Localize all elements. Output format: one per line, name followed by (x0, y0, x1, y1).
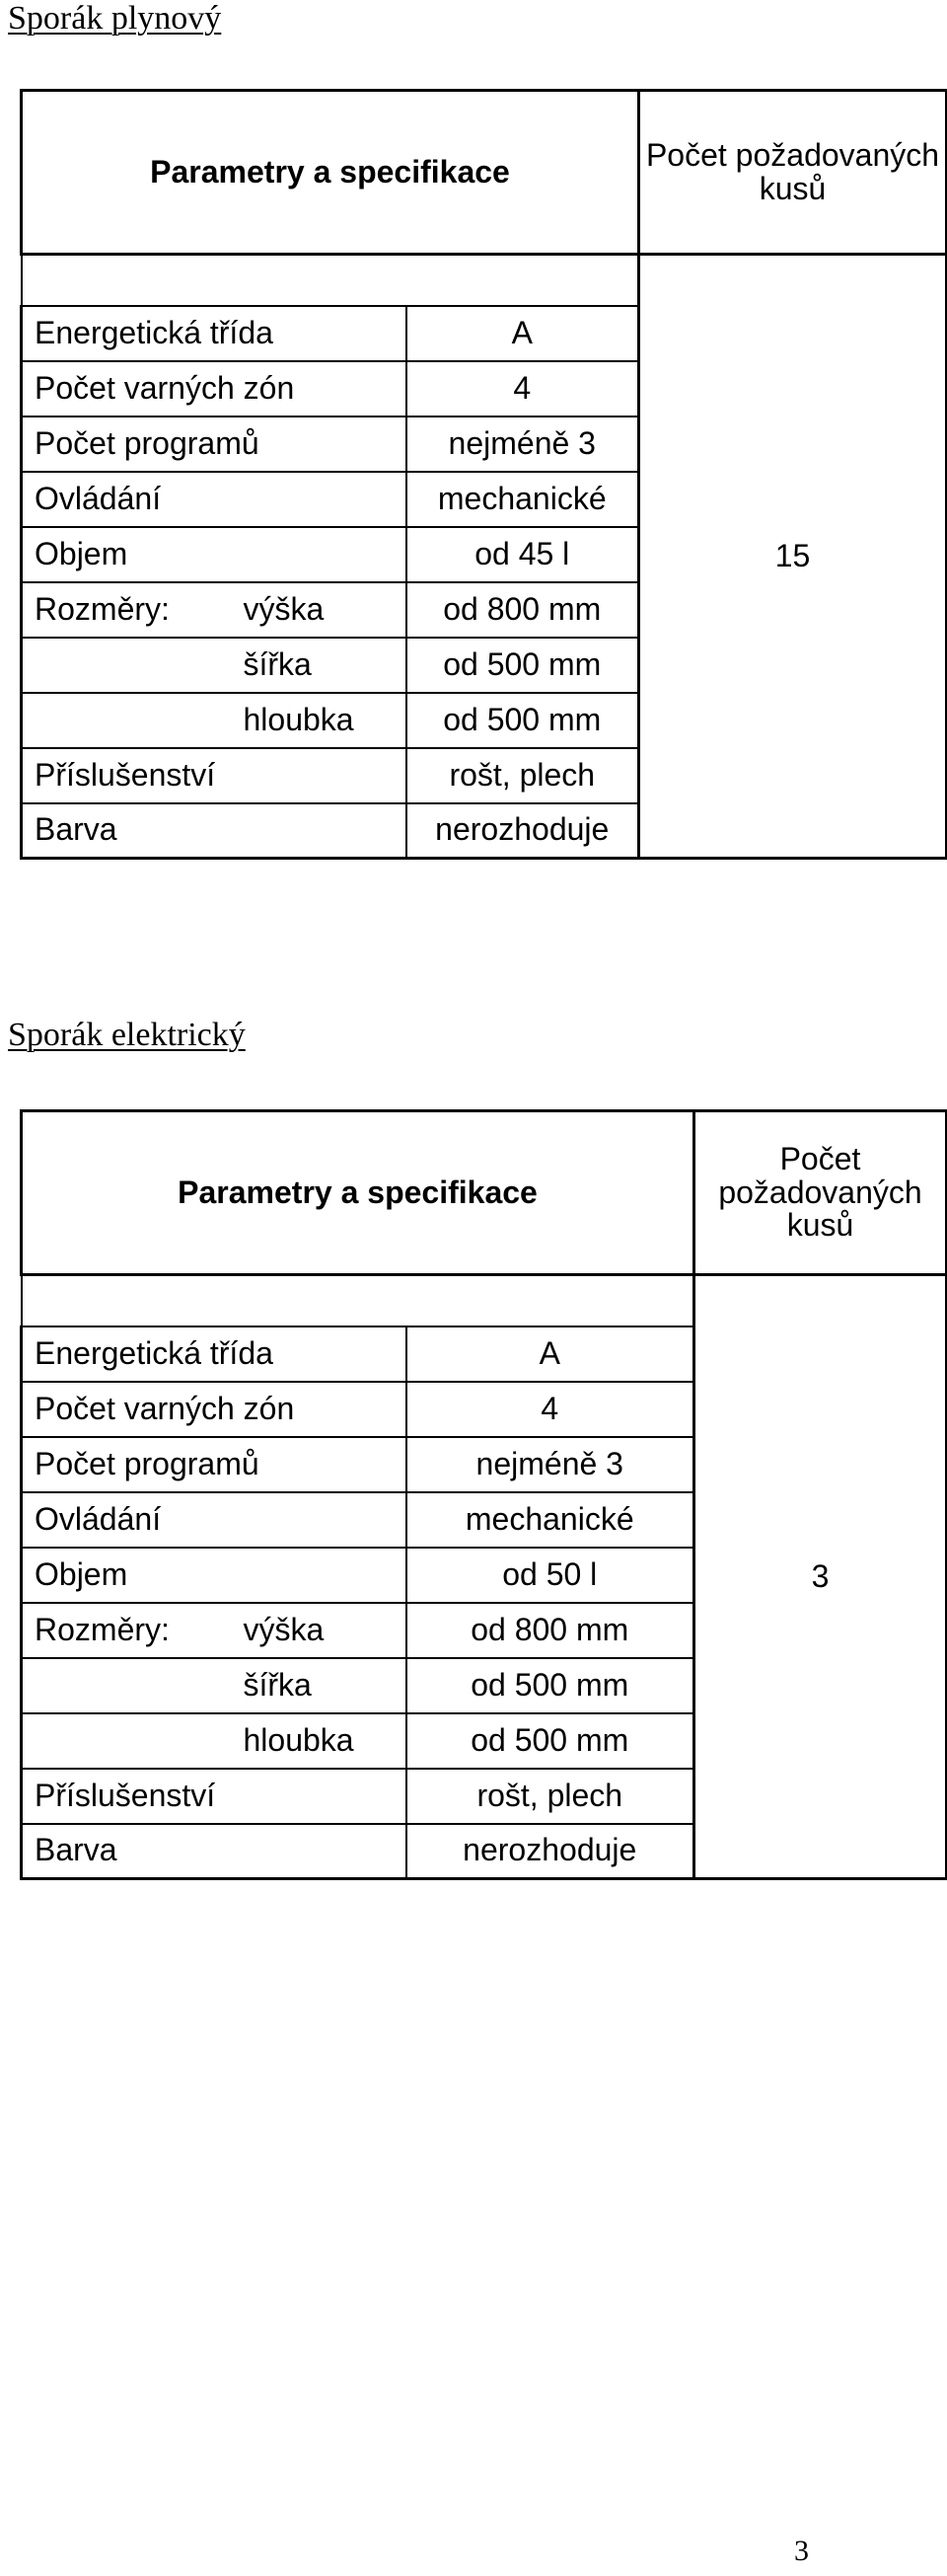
row-value-volume: od 50 l (406, 1548, 694, 1603)
row-label-control: Ovládání (22, 472, 406, 527)
row-label-zones: Počet varných zón (22, 361, 406, 417)
row-label-empty (22, 693, 234, 748)
row-value-programs: nejméně 3 (406, 417, 639, 472)
electric-stove-spec-table (20, 1109, 947, 1880)
row-sublabel-height: výška (234, 582, 406, 638)
row-value-accessories: rošt, plech (406, 1769, 694, 1824)
row-value-control: mechanické (406, 472, 639, 527)
row-label-accessories: Příslušenství (22, 748, 406, 803)
row-label-energy: Energetická třída (22, 306, 406, 361)
row-sublabel-depth: hloubka (234, 693, 406, 748)
header-quantity: Počet požadovaných kusů (694, 1111, 947, 1275)
row-label-control: Ovládání (22, 1492, 406, 1548)
row-sublabel-height: výška (234, 1603, 406, 1658)
row-label-zones: Počet varných zón (22, 1382, 406, 1437)
row-value-programs: nejméně 3 (406, 1437, 694, 1492)
row-label-energy: Energetická třída (22, 1326, 406, 1382)
row-label-volume: Objem (22, 1548, 406, 1603)
row-label-programs: Počet programů (22, 417, 406, 472)
row-label-volume: Objem (22, 527, 406, 582)
header-parameters: Parametry a specifikace (22, 1111, 694, 1275)
row-value-depth: od 500 mm (406, 693, 639, 748)
row-value-width: od 500 mm (406, 1658, 694, 1713)
row-value-volume: od 45 l (406, 527, 639, 582)
row-sublabel-width: šířka (234, 638, 406, 693)
row-value-energy: A (406, 306, 639, 361)
row-value-width: od 500 mm (406, 638, 639, 693)
header-parameters: Parametry a specifikace (22, 91, 639, 255)
row-value-control: mechanické (406, 1492, 694, 1548)
row-value-zones: 4 (406, 1382, 694, 1437)
section-title-electric-stove: Sporák elektrický (8, 1017, 246, 1053)
row-label-empty (22, 1658, 234, 1713)
row-value-accessories: rošt, plech (406, 748, 639, 803)
row-label-accessories: Příslušenství (22, 1769, 406, 1824)
row-label-color: Barva (22, 1824, 406, 1879)
row-sublabel-depth: hloubka (234, 1713, 406, 1769)
row-value-height: od 800 mm (406, 582, 639, 638)
header-gap (22, 255, 639, 306)
header-quantity: Počet požadovaných kusů (639, 91, 947, 255)
row-value-height: od 800 mm (406, 1603, 694, 1658)
row-sublabel-width: šířka (234, 1658, 406, 1713)
header-gap (22, 1275, 694, 1326)
section-title-gas-stove: Sporák plynový (8, 0, 222, 37)
row-label-programs: Počet programů (22, 1437, 406, 1492)
row-label-empty (22, 638, 234, 693)
row-label-empty (22, 1713, 234, 1769)
row-value-color: nerozhoduje (406, 1824, 694, 1879)
gas-stove-spec-table (20, 89, 947, 860)
page-number: 3 (794, 2535, 809, 2567)
row-label-dimensions: Rozměry: (22, 1603, 234, 1658)
row-value-energy: A (406, 1326, 694, 1382)
quantity-value: 3 (694, 1275, 947, 1879)
row-value-color: nerozhoduje (406, 803, 639, 859)
row-label-color: Barva (22, 803, 406, 859)
row-value-depth: od 500 mm (406, 1713, 694, 1769)
quantity-value: 15 (639, 255, 947, 859)
row-value-zones: 4 (406, 361, 639, 417)
row-label-dimensions: Rozměry: (22, 582, 234, 638)
